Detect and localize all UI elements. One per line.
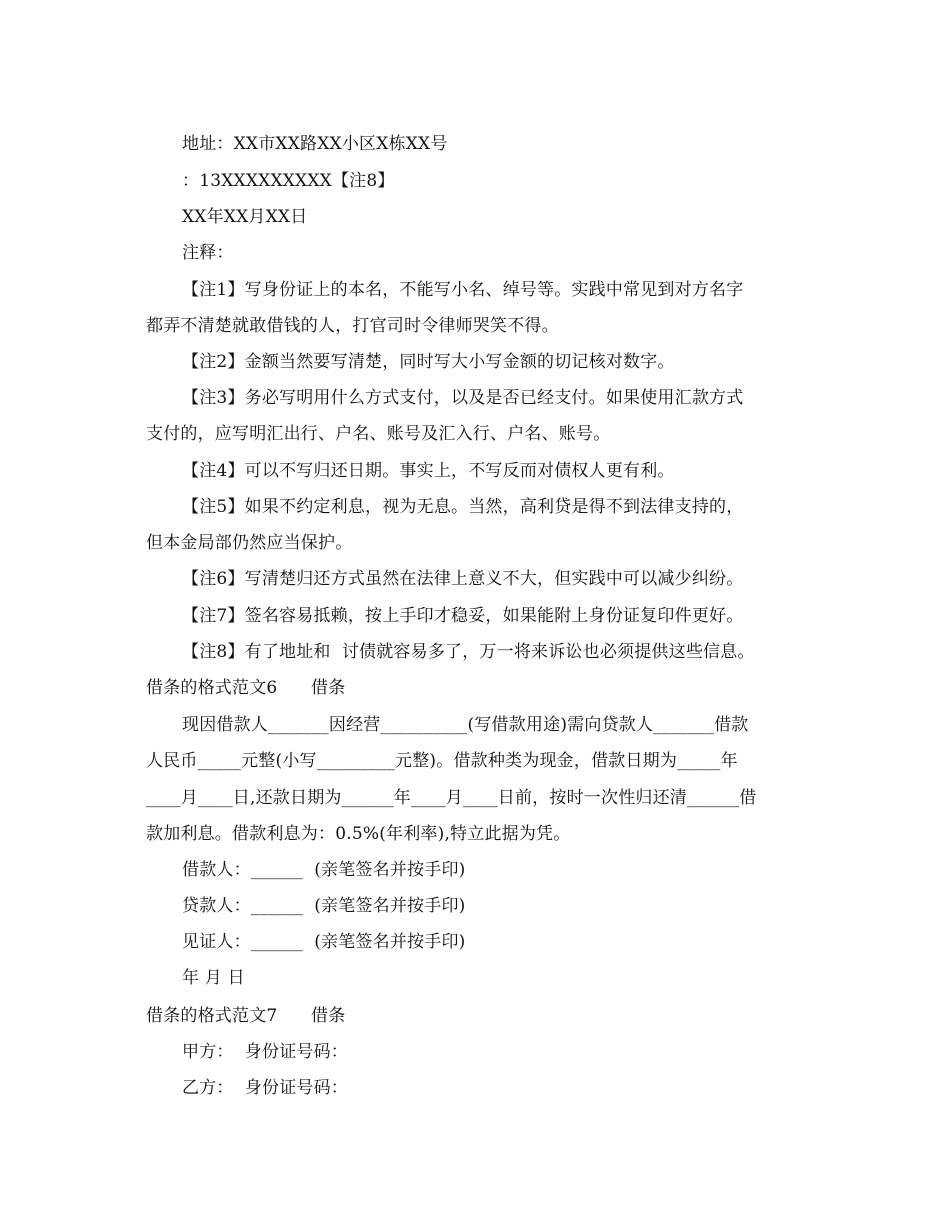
sample-6-body-line-2: 人民币_____元整(小写_________元整)。借款种类为现金，借款日期为_____年: [146, 751, 738, 771]
sample-7-heading: 借条的格式范文7 借条: [146, 1006, 346, 1026]
note-6: 【注6】写清楚归还方式虽然在法律上意义不大，但实践中可以减少纠纷。: [182, 569, 744, 589]
note-4: 【注4】可以不写归还日期。事实上，不写反而对债权人更有利。: [182, 461, 675, 481]
note-1-line-1: 【注1】写身份证上的本名，不能写小名、绰号等。实践中常见到对方名字: [182, 280, 744, 300]
date-blank-line: 年 月 日: [182, 968, 245, 988]
borrower-signature-line: 借款人：______ (亲笔签名并按手印): [182, 860, 466, 880]
witness-signature-line: 见证人：______ (亲笔签名并按手印): [182, 932, 466, 952]
sample-6-body-line-1: 现因借款人_______因经营__________(写借款用途)需向贷款人_______借款: [182, 715, 749, 735]
party-b-line: 乙方： 身份证号码：: [182, 1078, 349, 1098]
party-a-line: 甲方： 身份证号码：: [182, 1042, 349, 1062]
sample-6-body-line-4: 款加利息。借款利息为：0.5%(年利率),特立此据为凭。: [146, 824, 571, 844]
lender-signature-line: 贷款人：______ (亲笔签名并按手印): [182, 896, 466, 916]
sample-6-body-line-3: ____月____日,还款日期为______年____月____日前，按时一次性归还清______借: [146, 788, 757, 808]
note-1-line-2: 都弄不清楚就敢借钱的人，打官司时令律师哭笑不得。: [146, 316, 559, 336]
note-3-line-2: 支付的，应写明汇出行、户名、账号及汇入行、户名、账号。: [146, 424, 611, 444]
note-2: 【注2】金额当然要写清楚，同时写大小写金额的切记核对数字。: [182, 352, 675, 372]
date-line: XX年XX月XX日: [182, 207, 308, 227]
note-5-line-2: 但本金局部仍然应当保护。: [146, 533, 353, 553]
note-5-line-1: 【注5】如果不约定利息，视为无息。当然，高利贷是得不到法律支持的，: [182, 497, 744, 517]
note-3-line-1: 【注3】务必写明用什么方式支付，以及是否已经支付。如果使用汇款方式: [182, 388, 744, 408]
note-8: 【注8】有了地址和 讨债就容易多了，万一将来诉讼也必须提供这些信息。: [182, 642, 755, 662]
notes-heading: 注释：: [182, 243, 234, 263]
sample-6-heading: 借条的格式范文6 借条: [146, 678, 346, 698]
address-line: 地址：XX市XX路XX小区X栋XX号: [182, 134, 448, 154]
phone-line: ：13XXXXXXXXX【注8】: [182, 171, 395, 191]
note-7: 【注7】签名容易抵赖，按上手印才稳妥，如果能附上身份证复印件更好。: [182, 606, 744, 626]
